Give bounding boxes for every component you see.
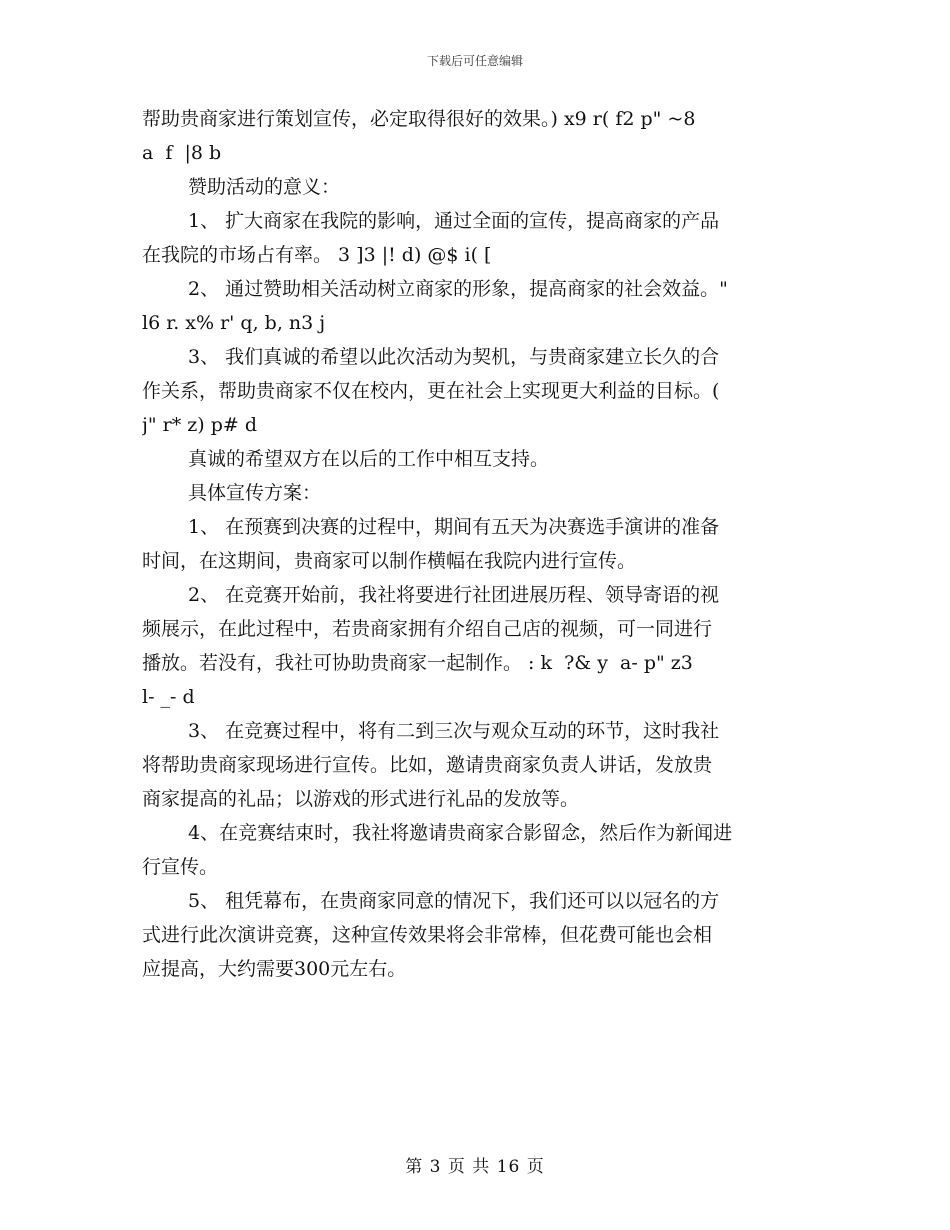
page-number: 第 3 页 共 16 页	[405, 1157, 545, 1177]
text-line: a f |8 b	[142, 142, 222, 164]
text-line: 2、 在竞赛开始前，我社将要进行社团进展历程、领导寄语的视	[188, 584, 720, 606]
text-line: 应提高，大约需要300元左右。	[142, 958, 407, 980]
text-line: 2、 通过赞助相关活动树立商家的形象，提高商家的社会效益。"	[188, 278, 728, 300]
text-line: 1、 扩大商家在我院的影响，通过全面的宣传，提高商家的产品	[188, 210, 720, 232]
text-line: 频展示，在此过程中，若贵商家拥有介绍自己店的视频，可一同进行	[142, 618, 713, 640]
text-line: 真诚的希望双方在以后的工作中相互支持。	[188, 448, 550, 470]
text-line: j" r* z) p# d	[142, 414, 258, 436]
section-heading: 具体宣传方案：	[188, 482, 322, 504]
text-line: 1、 在预赛到决赛的过程中，期间有五天为决赛选手演讲的准备	[188, 516, 720, 538]
text-line: 作关系，帮助贵商家不仅在校内，更在社会上实现更大利益的目标。(	[142, 380, 720, 402]
text-line: 5、 租凭幕布，在贵商家同意的情况下，我们还可以以冠名的方	[188, 890, 720, 912]
text-line: 3、 我们真诚的希望以此次活动为契机，与贵商家建立长久的合	[188, 346, 720, 368]
text-line: 在我院的市场占有率。 3 ]3 |! d) @$ i( [	[142, 244, 492, 266]
text-line: 将帮助贵商家现场进行宣传。比如，邀请贵商家负责人讲话，发放贵	[142, 754, 713, 776]
text-line: 时间，在这期间，贵商家可以制作横幅在我院内进行宣传。	[142, 550, 637, 572]
section-heading: 赞助活动的意义：	[188, 176, 341, 198]
text-line: 播放。若没有，我社可协助贵商家一起制作。 : k ?& y a- p" z3	[142, 652, 693, 674]
text-line: l- _- d	[142, 686, 195, 708]
text-line: 3、 在竞赛过程中，将有二到三次与观众互动的环节，这时我社	[188, 720, 720, 742]
document-body	[142, 102, 810, 986]
text-line: 行宣传。	[142, 856, 219, 878]
text-line: l6 r. x% r' q, b, n3 j	[142, 312, 326, 334]
text-line: 商家提高的礼品；以游戏的形式进行礼品的发放等。	[142, 788, 580, 810]
text-line: 式进行此次演讲竞赛，这种宣传效果将会非常棒，但花费可能也会相	[142, 924, 713, 946]
text-line: 帮助贵商家进行策划宣传，必定取得很好的效果。) x9 r( f2 p" ~8	[142, 108, 696, 130]
page-header: 下载后可任意编辑	[426, 54, 523, 68]
text-line: 4、在竞赛结束时，我社将邀请贵商家合影留念，然后作为新闻进	[188, 822, 733, 844]
